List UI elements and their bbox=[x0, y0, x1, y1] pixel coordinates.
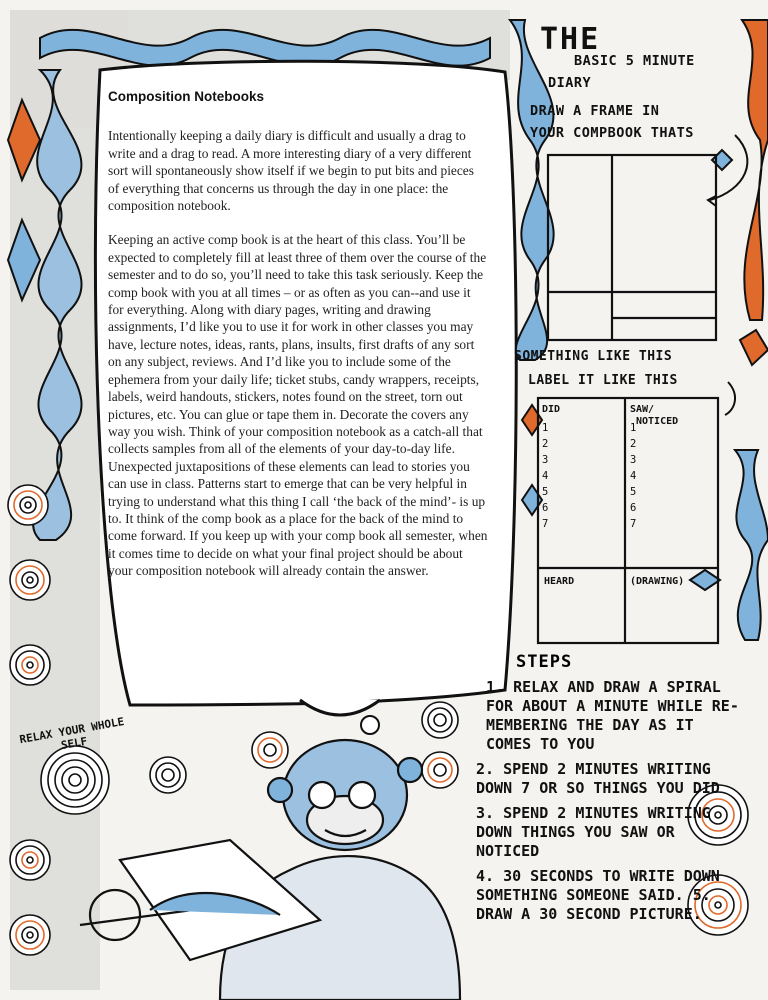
step-item: 3. SPEND 2 MINUTES WRITING DOWN THINGS YOU SAW OR NOTICED bbox=[476, 804, 711, 860]
document-paragraph-1: Intentionally keeping a daily diary is difficult and usually a drag to write and a drag to read. A more interesting diary of a very different sort will spontaneously show itself if we begin to put bits and pieces of everything that concerns us through the day in one place: the composition notebook. bbox=[108, 128, 474, 214]
step-item: 2. SPEND 2 MINUTES WRITING DOWN 7 OR SO THINGS YOU DID bbox=[476, 760, 720, 797]
diary-intro bbox=[530, 100, 750, 144]
document-body bbox=[108, 88, 488, 597]
document-paragraph-2: Keeping an active comp book is at the heart of this class. You’ll be expected to completely fill at least three of them over the course of the semester and to do so, you’ll need to take this task seriously. Keep the comp book with you at all times – or as often as you can--and use it for everything. Along with diary pages, writing and drawing assignments, I’d like you to use it for work in other classes you may have, lecture notes, ideas, rants, plans, insults, first drafts of any sort on any subject, reviews. And I’d like you to include some of the ephemera from your daily life; ticket stubs, candy wrappers, receipts, labels, weird handouts, stickers, notes found on the street, torn out pictures, etc. You can glue or tape them in. Decorate the covers any way you wish. Think of your composition notebook as a catch-all that collects samples from all of the elements of your day-to-day life. Unexpected juxtapositions of these elements can lead to stories you can use in class. Patterns start to emerge that can be very helpful in trying to understand what this thing I call ‘the back of the mind’- is up to. It think of the comp book as a place for the back of the mind to come forward. If you keep up with your comp book all semester, when it comes time to decide on what your final project should be about your composition notebook will already contain the answer. bbox=[108, 232, 488, 579]
diary-instructions bbox=[514, 345, 740, 393]
diary-subtitle bbox=[548, 50, 695, 94]
did-number: 6 bbox=[542, 502, 549, 514]
grid-label-noticed: NOTICED bbox=[636, 416, 679, 427]
diary-intro-line-1: DRAW A FRAME IN bbox=[530, 103, 660, 119]
diary-mid-line-1: SOMETHING LIKE THIS bbox=[514, 349, 673, 364]
steps-title: STEPS bbox=[516, 652, 573, 672]
did-numbers bbox=[542, 420, 548, 532]
diary-mid-line-2: LABEL IT LIKE THIS bbox=[528, 373, 678, 388]
labeled-grid bbox=[538, 398, 718, 643]
did-number: 4 bbox=[542, 470, 549, 482]
diary-intro-line-2: YOUR COMPBOOK THATS bbox=[530, 125, 694, 141]
diary-title: THE bbox=[540, 22, 601, 57]
saw-number: 3 bbox=[630, 454, 637, 466]
diary-subtitle-line-2: DIARY bbox=[548, 75, 592, 91]
saw-number: 2 bbox=[630, 438, 637, 450]
saw-number: 4 bbox=[630, 470, 637, 482]
step-item: 1. RELAX AND DRAW A SPIRAL FOR ABOUT A MINUTE WHILE RE-MEMBERING THE DAY AS IT COMES TO YOU bbox=[486, 678, 739, 753]
relax-caption: RELAX YOUR WHOLE SELF bbox=[18, 714, 126, 753]
grid-label-saw: SAW/ bbox=[630, 404, 655, 415]
document-heading: Composition Notebooks bbox=[108, 89, 264, 104]
grid-label-drawing: (DRAWING) bbox=[630, 576, 685, 587]
saw-numbers bbox=[630, 420, 636, 532]
saw-number: 7 bbox=[630, 518, 637, 530]
spiral-icon bbox=[41, 746, 109, 814]
did-number: 2 bbox=[542, 438, 549, 450]
saw-number: 5 bbox=[630, 486, 637, 498]
did-number: 3 bbox=[542, 454, 549, 466]
step-item: 4. 30 SECONDS TO WRITE DOWN SOMETHING SOMEONE SAID. 5. DRAW A 30 SECOND PICTURE. bbox=[476, 867, 720, 923]
saw-number: 1 bbox=[630, 422, 637, 434]
saw-number: 6 bbox=[630, 502, 637, 514]
diary-subtitle-line-1: BASIC 5 MINUTE bbox=[574, 53, 695, 69]
did-number: 7 bbox=[542, 518, 549, 530]
did-number: 1 bbox=[542, 422, 549, 434]
steps-list bbox=[456, 678, 746, 930]
did-number: 5 bbox=[542, 486, 549, 498]
grid-label-did: DID bbox=[542, 404, 561, 415]
grid-label-heard: HEARD bbox=[544, 576, 575, 587]
